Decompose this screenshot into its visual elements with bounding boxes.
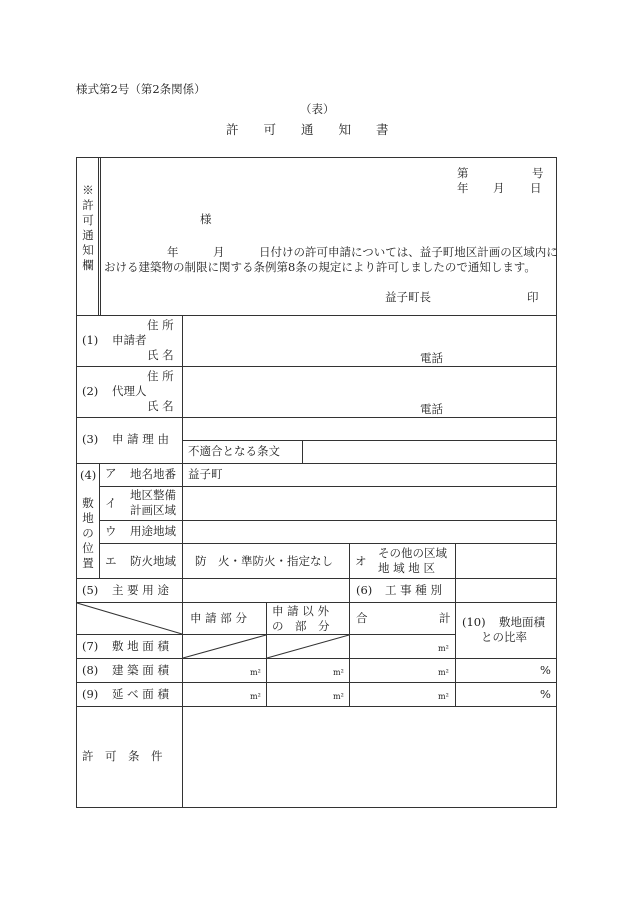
label: 申請者	[112, 333, 147, 347]
label: (7)	[82, 639, 99, 653]
col-header: 申 請 以 外	[272, 604, 329, 618]
label: 許 可 条 件	[82, 749, 163, 763]
label: (1)	[82, 333, 99, 347]
label: 工 事 種 別	[385, 583, 442, 597]
fire-zone-options: 防 火・準防火・指定なし	[195, 554, 333, 568]
notice-side-label: ※許可通知欄	[82, 183, 94, 272]
col-header: 敷地面積	[499, 615, 545, 629]
label: 申 請 理 由	[112, 432, 169, 446]
addressee-suffix: 様	[200, 212, 212, 226]
label: 住 所	[147, 318, 174, 332]
col-header: 計	[439, 611, 451, 625]
unit: m²	[333, 668, 344, 677]
label: 氏 名	[147, 399, 174, 413]
lot-number-value: 益子町	[188, 467, 223, 481]
label: イ	[105, 496, 117, 510]
unit: m²	[333, 692, 344, 701]
label: 電話	[420, 402, 443, 416]
label: (2)	[82, 384, 99, 398]
label: オ	[355, 554, 367, 568]
label: 地名地番	[130, 467, 176, 481]
label: 防火地域	[130, 554, 176, 568]
label: 地区整備	[130, 488, 176, 502]
label: 主 要 用 途	[112, 583, 169, 597]
label: 計画区域	[130, 503, 176, 517]
number-suffix: 号	[532, 166, 544, 180]
label: 敷 地 面 積	[112, 639, 169, 653]
label: (8)	[82, 663, 99, 677]
unit: m²	[250, 668, 261, 677]
col-header: (10)	[462, 615, 486, 629]
date-month: 月	[493, 181, 505, 195]
diagonal-other	[267, 635, 349, 658]
label: (3)	[82, 432, 99, 446]
label: 代理人	[112, 384, 147, 398]
notice-body-line1: 年 月 日付けの許可申請については、益子町地区計画の区域内に	[167, 245, 558, 259]
label: エ	[105, 554, 117, 568]
unit: %	[540, 663, 551, 677]
label: 電話	[420, 351, 443, 365]
unit: m²	[438, 644, 449, 653]
label: 用途地域	[130, 524, 176, 538]
col-header: 申 請 部 分	[190, 611, 247, 625]
label: 不適合となる条文	[188, 444, 280, 458]
unit: m²	[250, 692, 261, 701]
label: ウ	[105, 524, 117, 538]
label: (9)	[82, 687, 99, 701]
label: (5)	[82, 583, 99, 597]
page-title: 許 可 通 知 書	[226, 122, 389, 137]
label: 延 べ 面 積	[112, 687, 169, 701]
diagonal-applied	[183, 635, 266, 658]
label: 住 所	[147, 369, 174, 383]
seal-mark: 印	[527, 290, 539, 304]
label: その他の区域	[378, 546, 447, 560]
label: (4)	[80, 468, 97, 482]
unit: %	[540, 687, 551, 701]
unit: m²	[438, 668, 449, 677]
date-year: 年	[457, 181, 469, 195]
notice-body-line2: おける建築物の制限に関する条例第8条の規定により許可しましたので通知します。	[104, 260, 536, 274]
col-header: の 部 分	[272, 619, 330, 633]
col-header: との比率	[481, 630, 527, 644]
diagonal-header	[77, 603, 182, 634]
label: 氏 名	[147, 348, 174, 362]
label: 建 築 面 積	[112, 663, 169, 677]
label: 地 域 地 区	[378, 561, 435, 575]
date-day: 日	[530, 181, 542, 195]
label: ア	[105, 466, 117, 480]
unit: m²	[438, 692, 449, 701]
col-header: 合	[356, 611, 368, 625]
signer: 益子町長	[385, 290, 431, 304]
label: 敷地の位置	[82, 496, 94, 570]
form-side: （表）	[300, 102, 335, 116]
label: (6)	[356, 583, 373, 597]
number-prefix: 第	[457, 166, 469, 180]
form-number: 様式第2号（第2条関係）	[76, 82, 206, 96]
